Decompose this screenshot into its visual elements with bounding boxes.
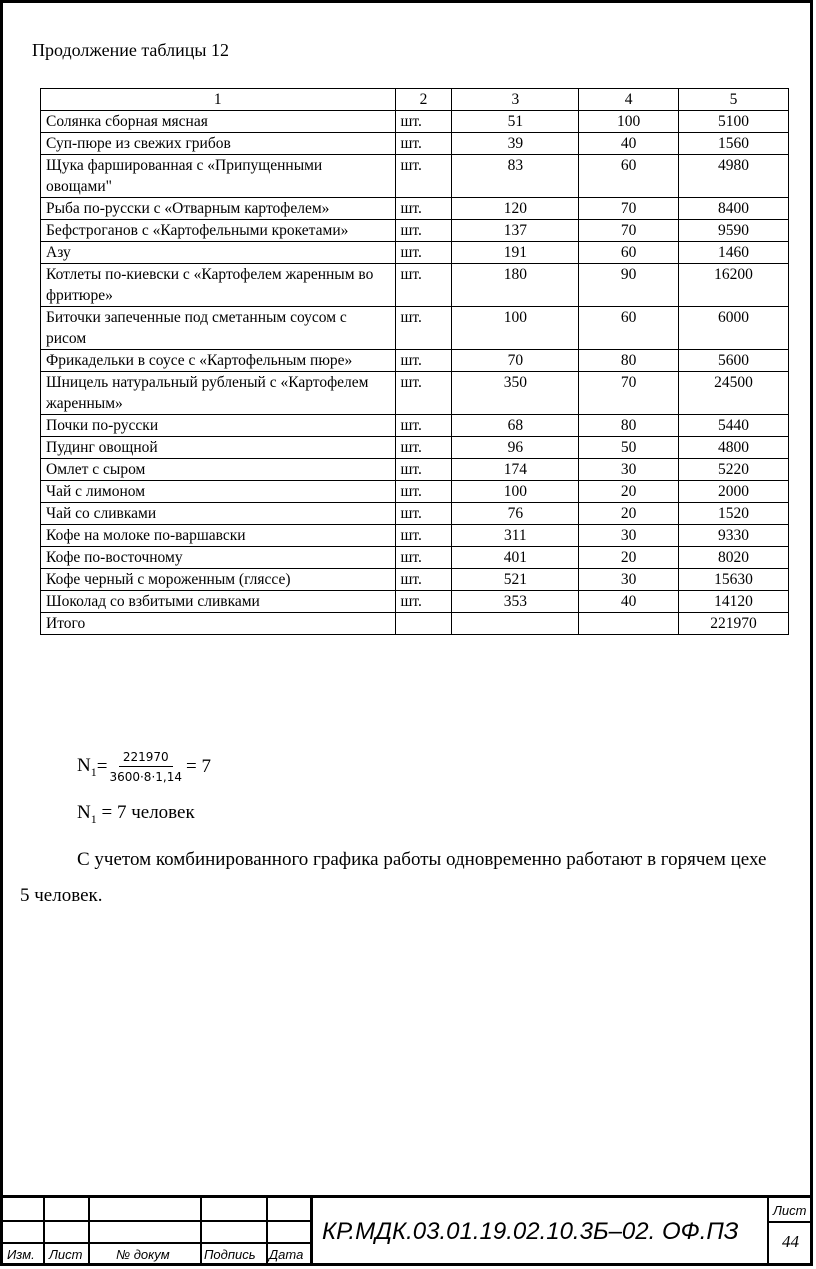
table-row <box>41 220 789 242</box>
table-cell: шт. <box>395 242 452 264</box>
header-cell: 5 <box>679 89 789 111</box>
table-cell: 70 <box>579 220 679 242</box>
table-caption: Продолжение таблицы 12 <box>32 40 229 60</box>
table-cell: Кофе черный с мороженным (гляссе) <box>41 569 396 591</box>
formula-equals: = <box>96 756 108 777</box>
stamp-line <box>0 1242 310 1244</box>
fraction-numerator: 221970 <box>119 750 173 767</box>
formula-result: = 7 <box>185 756 211 777</box>
table-cell: 70 <box>579 198 679 220</box>
table-cell: 5220 <box>679 459 789 481</box>
table-cell: шт. <box>395 481 452 503</box>
header-cell: 4 <box>579 89 679 111</box>
table-cell: шт. <box>395 307 452 350</box>
table-cell: 15630 <box>679 569 789 591</box>
title-block-stamp <box>0 1195 813 1266</box>
header-cell: 3 <box>452 89 579 111</box>
table-cell: 24500 <box>679 372 789 415</box>
table-header-row <box>41 89 789 111</box>
result-line: $N_1 = 7$ человек <box>77 802 195 826</box>
table-cell: 51 <box>452 111 579 133</box>
table-cell: 401 <box>452 547 579 569</box>
table-cell: 80 <box>579 415 679 437</box>
table-cell: шт. <box>395 372 452 415</box>
label-date: Дата <box>269 1247 304 1262</box>
document-code: КР.МДК.03.01.19.02.10.3Б–02. ОФ.ПЗ <box>322 1218 739 1245</box>
table-cell: Омлет с сыром <box>41 459 396 481</box>
header-cell: 2 <box>395 89 452 111</box>
table-cell: 9330 <box>679 525 789 547</box>
table-cell: Щука фаршированная с «Припущенными овощами" <box>41 155 396 198</box>
table-cell: 137 <box>452 220 579 242</box>
table-cell: 5600 <box>679 350 789 372</box>
stamp-line <box>0 1220 310 1222</box>
table-cell: шт. <box>395 525 452 547</box>
table-cell: шт. <box>395 198 452 220</box>
table-row <box>41 264 789 307</box>
table-row <box>41 133 789 155</box>
table-cell: Рыба по-русски с «Отварным картофелем» <box>41 198 396 220</box>
table-cell: 60 <box>579 242 679 264</box>
table-cell: Биточки запеченные под сметанным соусом с рисом <box>41 307 396 350</box>
table-row <box>41 372 789 415</box>
table-cell: 1560 <box>679 133 789 155</box>
table-cell: 8400 <box>679 198 789 220</box>
stamp-line <box>43 1198 45 1266</box>
table-cell: 50 <box>579 437 679 459</box>
table-cell: Почки по-русски <box>41 415 396 437</box>
stamp-line <box>266 1198 268 1266</box>
table-cell: 68 <box>452 415 579 437</box>
table-row <box>41 503 789 525</box>
dishes-table <box>40 88 789 635</box>
table-total-row <box>41 613 789 635</box>
table-cell: Бефстроганов с «Картофельными крокетами» <box>41 220 396 242</box>
table-cell: 16200 <box>679 264 789 307</box>
table-cell: 5440 <box>679 415 789 437</box>
table-cell: шт. <box>395 459 452 481</box>
table-row <box>41 459 789 481</box>
table-cell: 4980 <box>679 155 789 198</box>
table-cell: шт. <box>395 415 452 437</box>
table-cell <box>452 613 579 635</box>
stamp-line <box>200 1198 202 1266</box>
table-row <box>41 307 789 350</box>
table-cell: 120 <box>452 198 579 220</box>
label-sheet: Лист <box>773 1203 807 1218</box>
table-cell: 83 <box>452 155 579 198</box>
stamp-line <box>767 1198 769 1266</box>
table-cell: 96 <box>452 437 579 459</box>
table-cell: 30 <box>579 525 679 547</box>
stamp-line <box>310 1198 313 1266</box>
page-number: 44 <box>782 1232 799 1251</box>
stamp-line <box>88 1198 90 1266</box>
table-row <box>41 569 789 591</box>
table-cell: 2000 <box>679 481 789 503</box>
label-sign: Подпись <box>204 1247 256 1262</box>
table-cell: 100 <box>579 111 679 133</box>
conclusion-paragraph: С учетом комбинированного графика работы одновременно работают в горячем цехе 5 человек. <box>20 849 767 906</box>
table-cell: 353 <box>452 591 579 613</box>
table-cell: Шницель натуральный рубленый с «Картофелем жаренным» <box>41 372 396 415</box>
table-cell: 1460 <box>679 242 789 264</box>
table-row <box>41 350 789 372</box>
table-cell: 1520 <box>679 503 789 525</box>
table-cell: 80 <box>579 350 679 372</box>
table-cell: 100 <box>452 307 579 350</box>
table-cell: 180 <box>452 264 579 307</box>
table-cell: шт. <box>395 547 452 569</box>
table-cell: шт. <box>395 133 452 155</box>
table-cell: 6000 <box>679 307 789 350</box>
table-row <box>41 198 789 220</box>
table-cell: шт. <box>395 111 452 133</box>
table-cell: шт. <box>395 569 452 591</box>
table-row <box>41 591 789 613</box>
table-row <box>41 481 789 503</box>
table-cell: 40 <box>579 591 679 613</box>
table-cell: шт. <box>395 350 452 372</box>
table-cell: 20 <box>579 481 679 503</box>
table-cell: 40 <box>579 133 679 155</box>
table-cell: 9590 <box>679 220 789 242</box>
table-cell: 191 <box>452 242 579 264</box>
table-cell: Солянка сборная мясная <box>41 111 396 133</box>
table-cell: Итого <box>41 613 396 635</box>
table-cell: Суп-пюре из свежих грибов <box>41 133 396 155</box>
table-cell: 8020 <box>679 547 789 569</box>
stamp-line <box>767 1221 813 1223</box>
table-cell: шт. <box>395 591 452 613</box>
table-cell: шт. <box>395 220 452 242</box>
table-cell: 90 <box>579 264 679 307</box>
table-cell: 20 <box>579 547 679 569</box>
table-row <box>41 111 789 133</box>
header-cell: 1 <box>41 89 396 111</box>
table-cell: 30 <box>579 459 679 481</box>
table-cell <box>395 613 452 635</box>
table-row <box>41 525 789 547</box>
label-doc: № докум <box>116 1247 170 1262</box>
table-cell: 311 <box>452 525 579 547</box>
table-cell: 100 <box>452 481 579 503</box>
table-cell: шт. <box>395 155 452 198</box>
table-cell: шт. <box>395 264 452 307</box>
label-izm: Изм. <box>7 1247 35 1262</box>
label-list: Лист <box>49 1247 83 1262</box>
table-cell: 350 <box>452 372 579 415</box>
table-cell: 5100 <box>679 111 789 133</box>
table-row <box>41 242 789 264</box>
table-cell: Шоколад со взбитыми сливками <box>41 591 396 613</box>
table-cell: 4800 <box>679 437 789 459</box>
table-row <box>41 547 789 569</box>
table-cell <box>579 613 679 635</box>
table-cell: 20 <box>579 503 679 525</box>
table-cell: 521 <box>452 569 579 591</box>
formula-fraction <box>109 750 182 784</box>
table-cell: шт. <box>395 503 452 525</box>
table-cell: 39 <box>452 133 579 155</box>
formula-variable: $N_1$ <box>77 754 97 779</box>
table-cell: 221970 <box>679 613 789 635</box>
table-cell: Азу <box>41 242 396 264</box>
table-cell: 70 <box>452 350 579 372</box>
table-cell: Чай со сливками <box>41 503 396 525</box>
table-cell: Чай с лимоном <box>41 481 396 503</box>
table-row <box>41 155 789 198</box>
formula <box>77 750 211 784</box>
table-cell: Пудинг овощной <box>41 437 396 459</box>
table-cell: шт. <box>395 437 452 459</box>
table-cell: 76 <box>452 503 579 525</box>
table-cell: Кофе на молоке по-варшавски <box>41 525 396 547</box>
table-cell: 30 <box>579 569 679 591</box>
table-cell: Котлеты по-киевски с «Картофелем жаренным во фритюре» <box>41 264 396 307</box>
table-row <box>41 415 789 437</box>
table-cell: Фрикадельки в соусе с «Картофельным пюре» <box>41 350 396 372</box>
fraction-denominator: 3600·8·1,14 <box>109 770 182 784</box>
table-cell: 174 <box>452 459 579 481</box>
table-cell: 60 <box>579 307 679 350</box>
table-cell: 60 <box>579 155 679 198</box>
table-cell: 14120 <box>679 591 789 613</box>
table-cell: 70 <box>579 372 679 415</box>
table-cell: Кофе по-восточному <box>41 547 396 569</box>
table-row <box>41 437 789 459</box>
